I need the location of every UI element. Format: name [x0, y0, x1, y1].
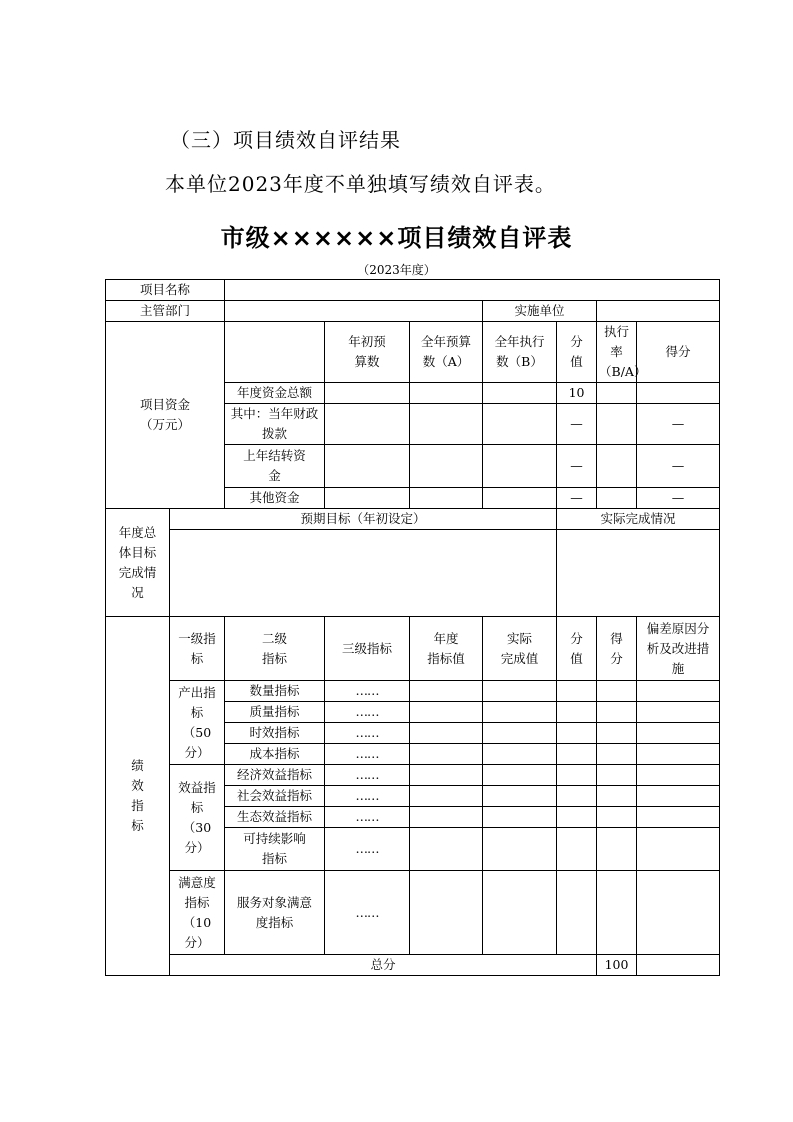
- goals-expected-content[interactable]: [170, 530, 557, 617]
- weight-cell[interactable]: [557, 702, 597, 723]
- target-cell[interactable]: [410, 871, 483, 955]
- score-cell[interactable]: [597, 744, 637, 765]
- funds-carryover-exec[interactable]: [483, 445, 557, 488]
- actual-cell[interactable]: [483, 723, 557, 744]
- goals-content-row: [106, 530, 720, 617]
- funds-carryover-rate[interactable]: [597, 445, 637, 488]
- level3-placeholder: ……: [325, 807, 410, 828]
- funds-carryover-score: —: [637, 445, 720, 488]
- col-full-budget: 全年预算 数（A）: [410, 322, 483, 383]
- dept-value[interactable]: [225, 301, 483, 322]
- score-cell[interactable]: [597, 765, 637, 786]
- level2-label: 质量指标: [225, 702, 325, 723]
- level2-label: 可持续影响 指标: [225, 828, 325, 871]
- goals-label: 年度总 体目标 完成情 况: [106, 509, 170, 617]
- target-cell[interactable]: [410, 681, 483, 702]
- funds-carryover-initial[interactable]: [325, 445, 410, 488]
- level3-placeholder: ……: [325, 765, 410, 786]
- total-score[interactable]: [637, 955, 720, 976]
- funds-total-initial[interactable]: [325, 383, 410, 404]
- dept-label: 主管部门: [106, 301, 225, 322]
- indicator-row: [106, 681, 720, 702]
- indicators-label: 绩 效 指 标: [106, 617, 170, 976]
- weight-cell[interactable]: [557, 765, 597, 786]
- funds-header-blank: [225, 322, 325, 383]
- target-cell[interactable]: [410, 828, 483, 871]
- reason-cell[interactable]: [637, 765, 720, 786]
- indicator-row: [106, 765, 720, 786]
- target-cell[interactable]: [410, 765, 483, 786]
- goals-header-row: [106, 509, 720, 530]
- col-ind-score: 得 分: [597, 617, 637, 681]
- reason-cell[interactable]: [637, 702, 720, 723]
- actual-cell[interactable]: [483, 765, 557, 786]
- target-cell[interactable]: [410, 702, 483, 723]
- form-title: 市级××××××项目绩效自评表: [220, 224, 573, 252]
- weight-cell[interactable]: [557, 828, 597, 871]
- funds-total-label: 年度资金总额: [225, 383, 325, 404]
- indicators-header-row: [106, 617, 720, 681]
- score-cell[interactable]: [597, 723, 637, 744]
- weight-cell[interactable]: [557, 807, 597, 828]
- score-cell[interactable]: [597, 871, 637, 955]
- reason-cell[interactable]: [637, 871, 720, 955]
- col-actual: 实际 完成值: [483, 617, 557, 681]
- col-reason: 偏差原因分 析及改进措 施: [637, 617, 720, 681]
- score-cell[interactable]: [597, 702, 637, 723]
- section-heading: （三）项目绩效自评结果: [170, 128, 401, 152]
- actual-cell[interactable]: [483, 871, 557, 955]
- actual-cell[interactable]: [483, 807, 557, 828]
- reason-cell[interactable]: [637, 828, 720, 871]
- total-row: [106, 955, 720, 976]
- funds-total-exec[interactable]: [483, 383, 557, 404]
- group-benefit-label: 效益指 标 （30 分）: [170, 765, 225, 871]
- level2-label: 经济效益指标: [225, 765, 325, 786]
- body-paragraph: 本单位2023年度不单独填写绩效自评表。: [165, 172, 556, 196]
- impl-unit-label: 实施单位: [483, 301, 597, 322]
- level2-label: 成本指标: [225, 744, 325, 765]
- level3-placeholder: ……: [325, 744, 410, 765]
- col-score-weight: 分 值: [557, 322, 597, 383]
- score-cell[interactable]: [597, 786, 637, 807]
- funds-other-full-budget[interactable]: [410, 488, 483, 509]
- col-level3: 三级指标: [325, 617, 410, 681]
- goals-actual-label: 实际完成情况: [557, 509, 720, 530]
- level2-label: 生态效益指标: [225, 807, 325, 828]
- funds-other-rate[interactable]: [597, 488, 637, 509]
- score-cell[interactable]: [597, 681, 637, 702]
- reason-cell[interactable]: [637, 786, 720, 807]
- funds-carryover-full-budget[interactable]: [410, 445, 483, 488]
- level3-placeholder: ……: [325, 786, 410, 807]
- funds-fiscal-full-budget[interactable]: [410, 404, 483, 445]
- self-evaluation-table: [105, 279, 720, 976]
- target-cell[interactable]: [410, 723, 483, 744]
- target-cell[interactable]: [410, 807, 483, 828]
- col-weight: 分 值: [557, 617, 597, 681]
- indicator-row: [106, 871, 720, 955]
- funds-other-exec[interactable]: [483, 488, 557, 509]
- project-name-value[interactable]: [225, 280, 720, 301]
- project-name-label: 项目名称: [106, 280, 225, 301]
- level3-placeholder: ……: [325, 681, 410, 702]
- group-output-label: 产出指 标 （50 分）: [170, 681, 225, 765]
- funds-other-initial[interactable]: [325, 488, 410, 509]
- col-exec-rate: 执行率 （B/A）: [597, 322, 637, 383]
- col-initial-budget: 年初预 算数: [325, 322, 410, 383]
- weight-cell[interactable]: [557, 681, 597, 702]
- weight-cell[interactable]: [557, 786, 597, 807]
- goals-actual-content[interactable]: [557, 530, 720, 617]
- dept-row: [106, 301, 720, 322]
- impl-unit-value[interactable]: [597, 301, 720, 322]
- level3-placeholder: ……: [325, 871, 410, 955]
- target-cell[interactable]: [410, 744, 483, 765]
- score-cell[interactable]: [597, 828, 637, 871]
- col-full-exec: 全年执行 数（B）: [483, 322, 557, 383]
- project-name-row: [106, 280, 720, 301]
- total-weight: 100: [597, 955, 637, 976]
- funds-label: 项目资金 （万元）: [106, 322, 225, 509]
- level3-placeholder: ……: [325, 702, 410, 723]
- reason-cell[interactable]: [637, 681, 720, 702]
- weight-cell[interactable]: [557, 744, 597, 765]
- funds-fiscal-rate[interactable]: [597, 404, 637, 445]
- funds-carryover-weight: —: [557, 445, 597, 488]
- actual-cell[interactable]: [483, 786, 557, 807]
- level3-placeholder: ……: [325, 723, 410, 744]
- reason-cell[interactable]: [637, 807, 720, 828]
- col-target: 年度 指标值: [410, 617, 483, 681]
- goals-expected-label: 预期目标（年初设定）: [170, 509, 557, 530]
- funds-total-score[interactable]: [637, 383, 720, 404]
- level2-label: 数量指标: [225, 681, 325, 702]
- funds-total-rate[interactable]: [597, 383, 637, 404]
- funds-fiscal-initial[interactable]: [325, 404, 410, 445]
- col-level2: 二级 指标: [225, 617, 325, 681]
- funds-total-weight: 10: [557, 383, 597, 404]
- form-subtitle: （2023年度）: [357, 263, 436, 277]
- level2-label: 社会效益指标: [225, 786, 325, 807]
- actual-cell[interactable]: [483, 828, 557, 871]
- reason-cell[interactable]: [637, 744, 720, 765]
- funds-other-weight: —: [557, 488, 597, 509]
- funds-other-label: 其他资金: [225, 488, 325, 509]
- funds-header-row: [106, 322, 720, 383]
- actual-cell[interactable]: [483, 681, 557, 702]
- weight-cell[interactable]: [557, 871, 597, 955]
- funds-fiscal-exec[interactable]: [483, 404, 557, 445]
- actual-cell[interactable]: [483, 744, 557, 765]
- actual-cell[interactable]: [483, 702, 557, 723]
- level2-label: 服务对象满意 度指标: [225, 871, 325, 955]
- col-score: 得分: [637, 322, 720, 383]
- target-cell[interactable]: [410, 786, 483, 807]
- col-level1: 一级指 标: [170, 617, 225, 681]
- funds-fiscal-score: —: [637, 404, 720, 445]
- weight-cell[interactable]: [557, 723, 597, 744]
- funds-fiscal-weight: —: [557, 404, 597, 445]
- funds-total-full-budget[interactable]: [410, 383, 483, 404]
- score-cell[interactable]: [597, 807, 637, 828]
- funds-other-score: —: [637, 488, 720, 509]
- funds-fiscal-label: 其中：当年财政拨款: [225, 404, 325, 445]
- funds-carryover-label: 上年结转资 金: [225, 445, 325, 488]
- reason-cell[interactable]: [637, 723, 720, 744]
- group-satisfaction-label: 满意度 指标 （10 分）: [170, 871, 225, 955]
- total-label: 总分: [170, 955, 597, 976]
- level2-label: 时效指标: [225, 723, 325, 744]
- level3-placeholder: ……: [325, 828, 410, 871]
